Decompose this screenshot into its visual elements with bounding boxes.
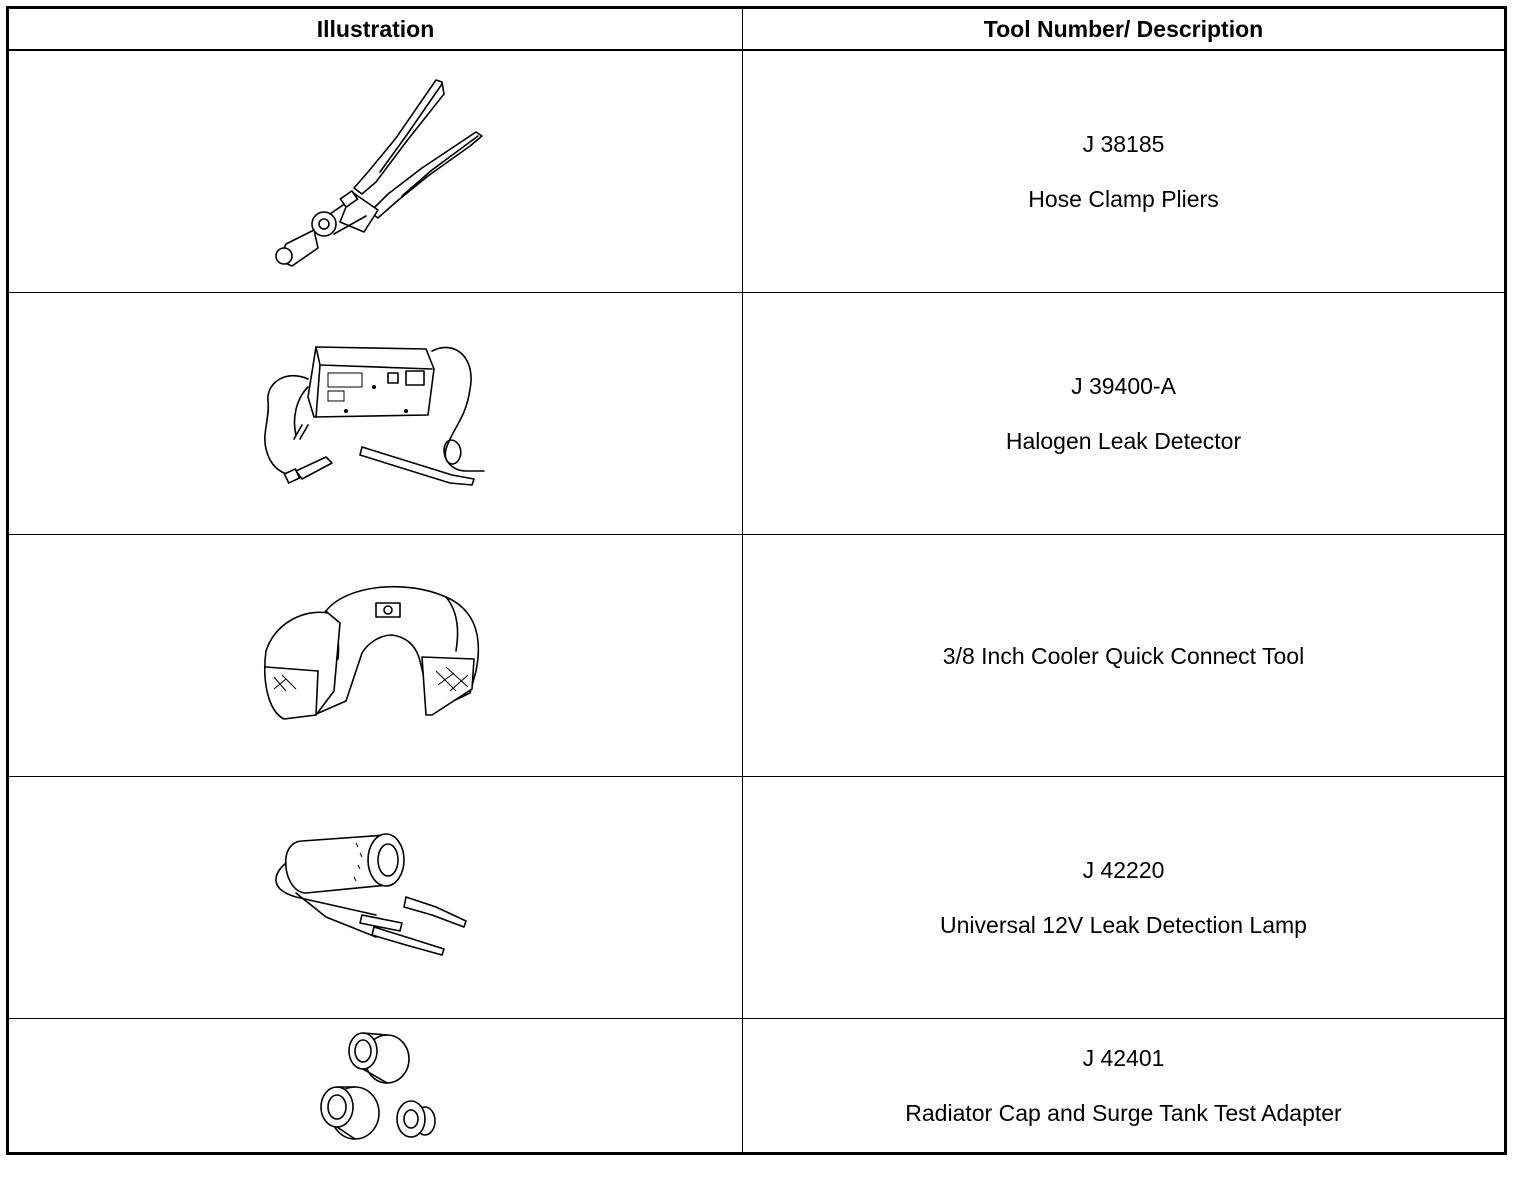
special-tools-table	[6, 6, 1507, 1155]
tool-number: J 39400-A	[1071, 373, 1176, 399]
illustration-cell	[8, 535, 743, 777]
illustration-cell	[8, 293, 743, 535]
tool-description: Halogen Leak Detector	[1005, 428, 1242, 454]
illustration-cell	[8, 1019, 743, 1154]
table-row	[8, 50, 1506, 293]
description-cell	[743, 777, 1506, 1019]
tool-number: J 38185	[1082, 131, 1165, 157]
description-cell	[743, 293, 1506, 535]
description-cell	[743, 1019, 1506, 1154]
table-row	[8, 777, 1506, 1019]
illustration-cell	[8, 50, 743, 293]
tool-description: Hose Clamp Pliers	[1028, 186, 1219, 212]
hose-clamp-pliers-icon	[256, 72, 496, 272]
table-row	[8, 535, 1506, 777]
description-cell	[743, 50, 1506, 293]
table-row	[8, 293, 1506, 535]
leak-detection-lamp-icon	[256, 833, 496, 963]
column-header-illustration: Illustration	[8, 8, 743, 51]
illustration-cell	[8, 777, 743, 1019]
tool-description: Universal 12V Leak Detection Lamp	[940, 912, 1307, 938]
test-adapter-icon	[311, 1027, 441, 1145]
tool-number: J 42401	[1082, 1045, 1165, 1071]
tool-number: J 42220	[1082, 857, 1165, 883]
table-header-row	[8, 8, 1506, 51]
column-header-description: Tool Number/ Description	[743, 8, 1506, 51]
table-row	[8, 1019, 1506, 1154]
tool-description: 3/8 Inch Cooler Quick Connect Tool	[942, 642, 1305, 669]
quick-connect-tool-icon	[256, 581, 496, 731]
description-cell	[743, 535, 1506, 777]
tool-description: Radiator Cap and Surge Tank Test Adapter	[905, 1100, 1342, 1126]
halogen-leak-detector-icon	[256, 339, 496, 489]
